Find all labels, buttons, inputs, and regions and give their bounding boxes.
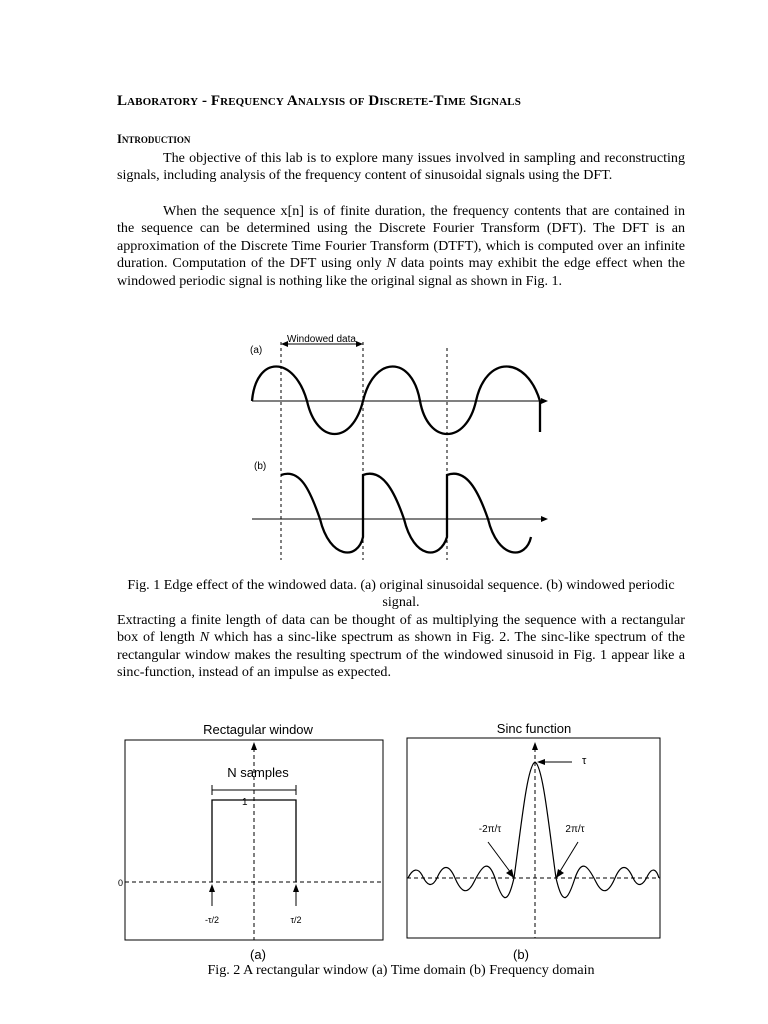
fig2b-pos-2pi-tau-label: 2π/τ bbox=[565, 824, 585, 835]
paragraph-dft-text: When the sequence x[n] is of finite duration, the frequency contents that are contained in the sequence can be determined using the Discrete Fourier Transform (DFT). The DFT is an approximation of the Discrete Time Fourier Transform (DTFT), which is computed over an infinite duration. Computation of the DFT using only bbox=[117, 203, 685, 272]
paragraph-rectangular-window bbox=[117, 612, 685, 682]
fig1a-sinusoid bbox=[252, 367, 540, 435]
fig1-label-a: (a) bbox=[250, 345, 263, 356]
fig2b-tau-label: τ bbox=[582, 755, 587, 767]
fig2b-tau-pointer-head bbox=[537, 759, 545, 765]
figure-1-edge-effect bbox=[240, 330, 560, 570]
figure-2-caption: Fig. 2 A rectangular window (a) Time domain (b) Frequency domain bbox=[207, 962, 595, 978]
figure-2b-sinc-function bbox=[400, 718, 668, 962]
figure-1-caption: Fig. 1 Edge effect of the windowed data. (a) original sinusoidal sequence. (b) windowed periodic signal. bbox=[127, 577, 675, 611]
fig1b-windowed-signal bbox=[281, 474, 531, 553]
figure-2a-rectangular-window bbox=[110, 718, 392, 962]
paragraph-dft bbox=[117, 203, 685, 290]
page-title: Laboratory - Frequency Analysis of Discrete-Time Signals bbox=[117, 93, 521, 109]
fig1b-axis-arrow bbox=[541, 516, 548, 522]
fig2b-pos-2pi-tau-pointer-head bbox=[556, 869, 564, 878]
section-heading-introduction: Introduction bbox=[117, 132, 191, 146]
paragraph-rectangular-window-tail: which has a sinc-like spectrum as shown in Fig. 2. The sinc-like spectrum of the rectangular window makes the resulting spectrum of the windowed sinusoid in Fig. 1 appear like a sinc-function, instead of an impulse as expected. bbox=[117, 629, 685, 681]
italic-n: N bbox=[386, 255, 396, 272]
fig2a-pos-tau-arrow-head bbox=[293, 884, 299, 892]
fig2b-pos-2pi-tau-pointer bbox=[559, 842, 578, 873]
windowed-data-arrow-right-head bbox=[356, 341, 363, 347]
fig2a-n-samples-label: N samples bbox=[227, 765, 289, 780]
fig1-label-b: (b) bbox=[254, 461, 267, 472]
fig2a-one-label: 1 bbox=[242, 797, 248, 808]
italic-n-2: N bbox=[199, 629, 210, 646]
fig1a-axis-arrow bbox=[541, 398, 548, 404]
fig2b-vertical-arrow bbox=[532, 742, 538, 750]
fig2a-vertical-arrow bbox=[251, 742, 257, 750]
paragraph-rectangular-window-text: Extracting a finite length of data can be thought of as multiplying the sequence with a rectangular box of length bbox=[117, 612, 685, 646]
fig2b-sub-label: (b) bbox=[513, 947, 529, 962]
fig2a-neg-tau-arrow-head bbox=[209, 884, 215, 892]
fig2a-sub-label: (a) bbox=[250, 947, 266, 962]
fig2b-neg-2pi-tau-pointer bbox=[488, 842, 511, 873]
paragraph-objective: The objective of this lab is to explore many issues involved in sampling and reconstructing signals, including analysis of the frequency content of sinusoidal signals using the DFT. bbox=[117, 150, 685, 184]
fig2b-frame bbox=[407, 738, 660, 938]
fig2a-title: Rectagular window bbox=[203, 722, 313, 737]
windowed-data-label: Windowed data bbox=[287, 334, 356, 345]
fig2b-neg-2pi-tau-pointer-head bbox=[506, 869, 514, 878]
fig2a-zero-label: 0 bbox=[118, 878, 124, 888]
fig2b-title: Sinc function bbox=[496, 721, 572, 736]
fig2a-neg-tau-label: -τ/2 bbox=[204, 915, 220, 925]
fig2b-sinc-curve bbox=[408, 762, 659, 898]
paragraph-dft-tail: data points may exhibit the edge effect when the windowed periodic signal is nothing like the original signal as shown in Fig. 1. bbox=[117, 255, 685, 289]
fig2a-pos-tau-label: τ/2 bbox=[290, 915, 302, 925]
fig2b-neg-2pi-tau-label: -2π/τ bbox=[478, 824, 502, 835]
